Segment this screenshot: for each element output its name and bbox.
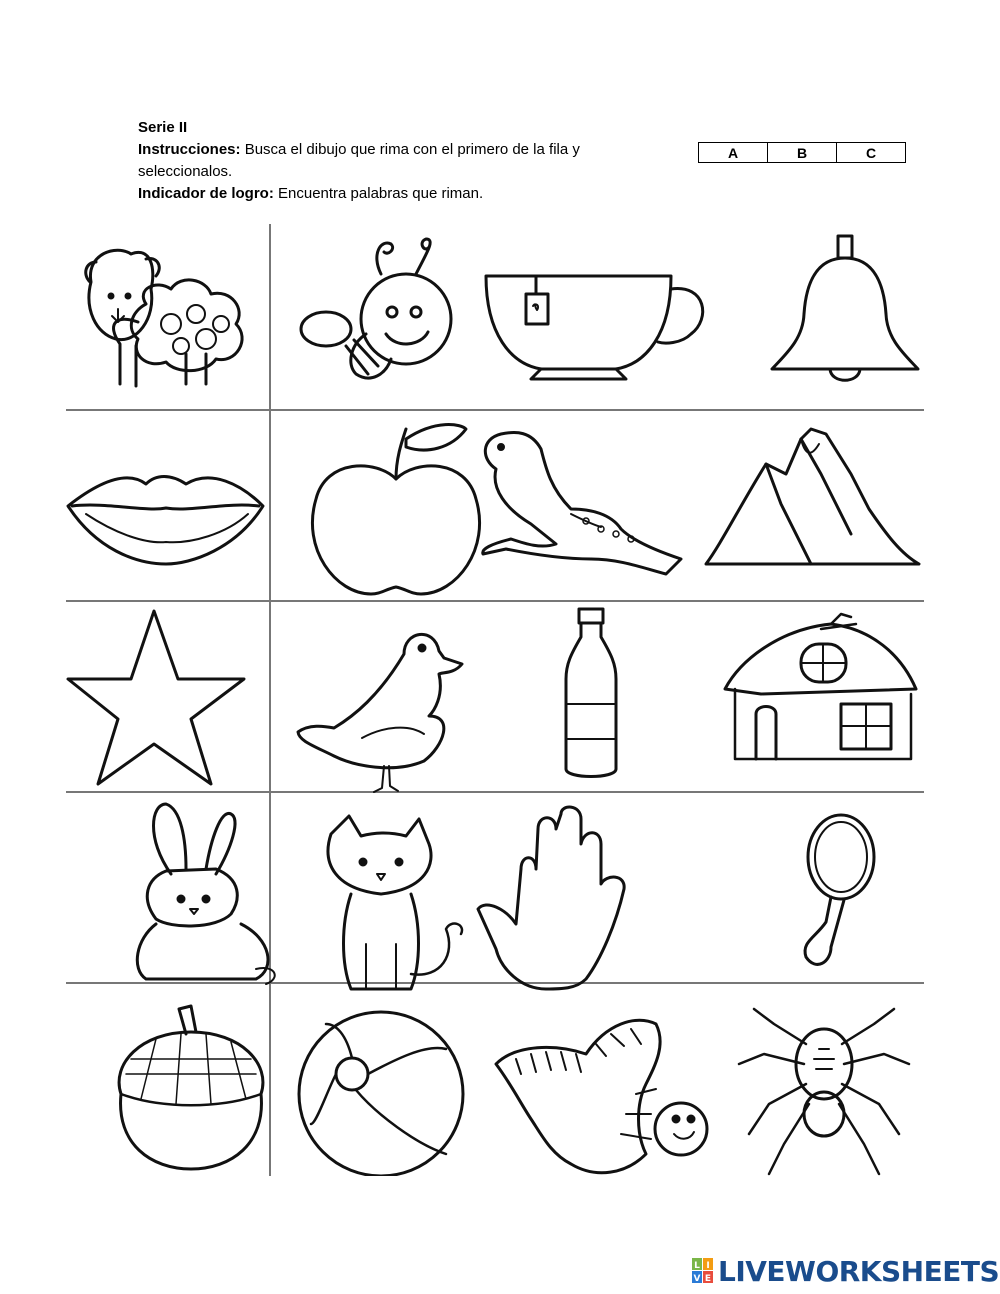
answer-option-b[interactable]: B [768,143,837,163]
answer-key-table [698,142,906,163]
worksheet-header [138,117,658,205]
rhyme-grid [66,224,924,1176]
row1-option-c-bell[interactable] [706,224,924,410]
svg-text:V: V [693,1274,701,1284]
instructions-text: Busca el dibujo que rima con el primero de la fila y seleccionalos. [138,141,580,180]
indicator-text: Encuentra palabras que riman. [273,185,484,202]
row4-option-b-hand[interactable] [476,793,716,983]
row1-option-a-bee[interactable] [276,224,486,410]
row5-target-acorn [66,984,270,1176]
row2-option-a-apple[interactable] [276,411,471,601]
svg-text:L: L [694,1261,700,1271]
row1-target-sheep [66,224,270,410]
row2-option-b-seal[interactable] [471,411,696,601]
answer-option-c[interactable]: C [837,143,906,163]
row5-option-a-ball[interactable] [276,984,481,1176]
brand-name: LIVEWORKSHEETS [718,1254,1000,1288]
row4-target-rabbit [66,793,270,983]
liveworksheets-logo-icon [692,1258,714,1284]
row2-option-c-mountains[interactable] [696,411,924,601]
instructions-label: Instrucciones: [138,141,241,158]
row5-option-c-spider[interactable] [726,984,924,1176]
row5-option-b-worm[interactable] [481,984,726,1176]
row3-option-c-house[interactable] [706,602,924,792]
instructions [138,139,658,183]
row3-option-b-bottle[interactable] [496,602,706,792]
row3-option-a-duck[interactable] [276,602,496,792]
row3-target-star [66,602,270,792]
row4-option-a-cat[interactable] [276,793,476,983]
row2-target-lips [66,411,270,601]
achievement-indicator [138,183,658,205]
serie-title: Serie II [138,119,188,136]
liveworksheets-brand[interactable] [692,1255,999,1287]
svg-text:E: E [704,1274,712,1284]
row4-option-c-mirror[interactable] [716,793,924,983]
row1-option-b-teacup[interactable] [486,224,706,410]
answer-option-a[interactable]: A [699,143,768,163]
svg-text:I: I [706,1261,710,1271]
indicator-label: Indicador de logro: [138,185,274,202]
